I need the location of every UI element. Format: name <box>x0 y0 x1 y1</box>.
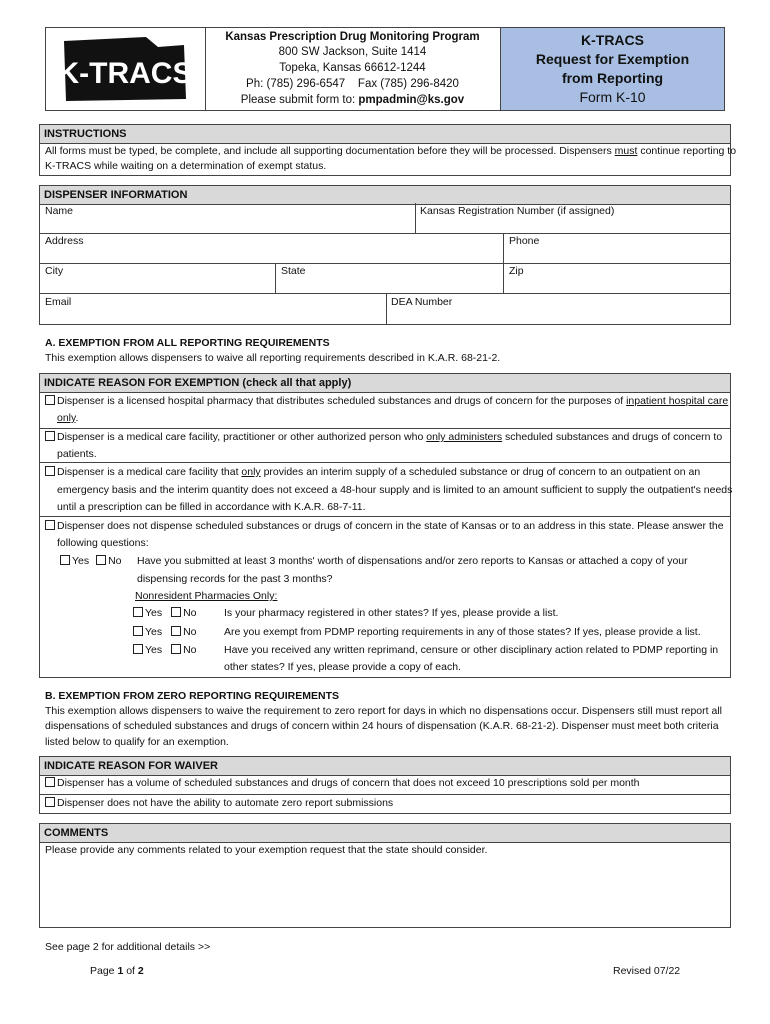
section-b-desc-3: listed below to qualify for an exemption. <box>45 736 229 748</box>
name-field[interactable]: Name <box>45 205 74 217</box>
form-subtitle-1: Request for Exemption <box>535 51 690 67</box>
section-b-title: B. EXEMPTION FROM ZERO REPORTING REQUIREMENTS <box>45 690 340 702</box>
q4-yes-label: Yes <box>145 644 163 656</box>
reason-1-period: . <box>75 412 79 424</box>
dispenser-col-city <box>275 263 276 293</box>
reason-3-text-b: provides an interim supply of a scheduled substance or drug of concern to an outpatient on an <box>260 466 701 478</box>
reason-2 <box>45 431 722 444</box>
ktracs-logo <box>60 33 190 105</box>
page-of: of <box>123 965 138 977</box>
waiver-1-text: Dispenser has a volume of scheduled substances and drugs of concern that does not exceed 10 prescriptions sold per month <box>57 777 640 789</box>
reason-sep-2 <box>39 462 731 463</box>
instr-must: must <box>614 145 638 157</box>
reason-1-checkbox[interactable] <box>45 395 55 405</box>
reason-2-text-b: scheduled substances and drugs of concern to <box>502 431 723 443</box>
q2-yes-label: Yes <box>145 607 163 619</box>
q4-no-checkbox[interactable] <box>171 644 181 654</box>
q4-yes-checkbox[interactable] <box>133 644 143 654</box>
waiver-1 <box>45 777 640 790</box>
dispenser-title: DISPENSER INFORMATION <box>40 186 730 205</box>
reason-2-underline: only administers <box>426 431 503 443</box>
q4-text-cont: other states? If yes, please provide a copy of each. <box>224 661 461 673</box>
section-b-desc-2: dispensations of scheduled substances and drugs of concern within 24 hours of dispensation (K.A.R. 68-21-2). Dispenser must meet both criteria <box>45 720 719 732</box>
section-a-title: A. EXEMPTION FROM ALL REPORTING REQUIREMENTS <box>45 337 330 349</box>
reason-3-cont-1: emergency basis and the interim quantity does not exceed a 48-hour supply and is limited to an amount sufficient to supply the outpatient's needs <box>57 484 733 496</box>
q4-yes-no <box>133 644 197 657</box>
revised-date: Revised 07/22 <box>613 965 681 977</box>
instructions-line-1 <box>45 145 736 158</box>
form-number: Form K-10 <box>579 89 646 105</box>
reason-1 <box>45 395 728 408</box>
reason-2-checkbox[interactable] <box>45 431 55 441</box>
dispenser-col-state <box>503 263 504 293</box>
submit-prefix: Please submit form to: <box>240 94 359 106</box>
reason-sep-3 <box>39 516 731 517</box>
page-indicator <box>90 965 144 978</box>
reason-sep-1 <box>39 428 731 429</box>
q2-no-checkbox[interactable] <box>171 607 181 617</box>
comments-desc: Please provide any comments related to your exemption request that the state should consider. <box>45 844 488 856</box>
q1-yes-checkbox[interactable] <box>60 555 70 565</box>
phone-fax: Ph: (785) 296-6547 Fax (785) 296-8420 <box>246 78 459 90</box>
instr-text-a: All forms must be typed, be complete, and include all supporting documentation before they will be processed. Dispensers <box>45 145 615 157</box>
form-title: K-TRACS <box>581 32 644 48</box>
waiver-2 <box>45 797 393 810</box>
q2-yes-checkbox[interactable] <box>133 607 143 617</box>
reason-1-underline: inpatient hospital care <box>626 395 729 407</box>
logo-text: K-TRACS <box>60 57 190 90</box>
q3-yes-label: Yes <box>145 626 163 638</box>
q1-yes-label: Yes <box>72 555 90 567</box>
q4-no-label: No <box>183 644 197 656</box>
form-subtitle-2: from Reporting <box>561 70 664 86</box>
dispenser-col-name <box>415 203 416 233</box>
section-b-desc-1: This exemption allows dispensers to waive the requirement to zero report for days in which no dispensations occur. Dispensers still must report all <box>45 705 722 717</box>
nonresident-label: Nonresident Pharmacies Only: <box>135 590 278 602</box>
page-total: 2 <box>137 965 144 977</box>
address-line-1: 800 SW Jackson, Suite 1414 <box>278 46 427 58</box>
page-number: 1 <box>117 965 124 977</box>
waiver-2-checkbox[interactable] <box>45 797 55 807</box>
dea-number-field[interactable]: DEA Number <box>391 296 453 308</box>
q1-text: Have you submitted at least 3 months' worth of dispensations and/or zero reports to Kansas or attached a copy of your <box>137 555 688 567</box>
dispenser-row-line-1 <box>39 233 731 234</box>
q3-text: Are you exempt from PDMP reporting requirements in any of those states? If yes, please provide a list. <box>224 626 701 638</box>
q2-yes-no <box>133 607 197 620</box>
reason-3 <box>45 466 700 479</box>
reason-2-text: Dispenser is a medical care facility, practitioner or other authorized person who <box>57 431 427 443</box>
q3-yes-checkbox[interactable] <box>133 626 143 636</box>
q3-yes-no <box>133 626 197 639</box>
waiver-sep <box>39 794 731 795</box>
reason-4-cont: following questions: <box>57 537 149 549</box>
reason-3-checkbox[interactable] <box>45 466 55 476</box>
reason-1-only: only <box>57 412 76 424</box>
exemption-reason-title: INDICATE REASON FOR EXEMPTION (check all that apply) <box>40 374 730 393</box>
reason-3-underline: only <box>241 466 261 478</box>
q3-no-label: No <box>183 626 197 638</box>
reason-1-text: Dispenser is a licensed hospital pharmacy that distributes scheduled substances and drugs of concern for the purposes of <box>57 395 627 407</box>
q1-text-cont: dispensing records for the past 3 months? <box>137 573 333 585</box>
dispenser-row-line-2 <box>39 263 731 264</box>
reason-2-cont: patients. <box>57 448 97 460</box>
dispenser-row-line-3 <box>39 293 731 294</box>
instructions-title: INSTRUCTIONS <box>40 125 730 144</box>
q3-no-checkbox[interactable] <box>171 626 181 636</box>
address-field[interactable]: Address <box>45 235 84 247</box>
q4-text: Have you received any written reprimand, censure or other disciplinary action related to PDMP reporting in <box>224 644 719 656</box>
reason-4 <box>45 520 724 533</box>
zip-field[interactable]: Zip <box>509 265 524 277</box>
waiver-reason-title: INDICATE REASON FOR WAIVER <box>40 757 730 776</box>
waiver-2-text: Dispenser does not have the ability to automate zero report submissions <box>57 797 394 809</box>
phone-field[interactable]: Phone <box>509 235 540 247</box>
comments-input[interactable] <box>42 860 728 924</box>
submit-line <box>205 94 500 106</box>
instructions-line-2: K-TRACS while waiting on a determination of exempt status. <box>45 160 327 172</box>
address-line-2: Topeka, Kansas 66612-1244 <box>279 62 426 74</box>
q2-text: Is your pharmacy registered in other states? If yes, please provide a list. <box>224 607 559 619</box>
submit-email[interactable]: pmpadmin@ks.gov <box>358 94 465 106</box>
q1-no-checkbox[interactable] <box>96 555 106 565</box>
see-page-2: See page 2 for additional details >> <box>45 941 211 953</box>
state-field[interactable]: State <box>281 265 306 277</box>
reason-4-text: Dispenser does not dispense scheduled substances or drugs of concern in the state of Kansas or to an address in this state. Please answer the <box>57 520 724 532</box>
reason-1-cont <box>57 412 78 425</box>
comments-title: COMMENTS <box>40 824 730 843</box>
city-field[interactable]: City <box>45 265 64 277</box>
program-title: Kansas Prescription Drug Monitoring Program <box>225 31 480 43</box>
reason-3-text: Dispenser is a medical care facility that <box>57 466 242 478</box>
section-a-desc: This exemption allows dispensers to waive all reporting requirements described in K.A.R. 68-21-2. <box>45 352 501 364</box>
q1-no-label: No <box>108 555 122 567</box>
reason-4-checkbox[interactable] <box>45 520 55 530</box>
reason-3-cont-2: until a prescription can be filled in accordance with K.A.R. 68-7-11. <box>57 501 366 513</box>
q2-no-label: No <box>183 607 197 619</box>
q1-yes-no <box>60 555 122 568</box>
email-field[interactable]: Email <box>45 296 72 308</box>
waiver-1-checkbox[interactable] <box>45 777 55 787</box>
dispenser-col-email <box>386 293 387 325</box>
dispenser-col-address <box>503 233 504 263</box>
instr-text-b: continue reporting to <box>637 145 737 157</box>
dispenser-box <box>39 185 731 325</box>
page-prefix: Page <box>90 965 118 977</box>
registration-field[interactable]: Kansas Registration Number (if assigned) <box>420 205 615 217</box>
